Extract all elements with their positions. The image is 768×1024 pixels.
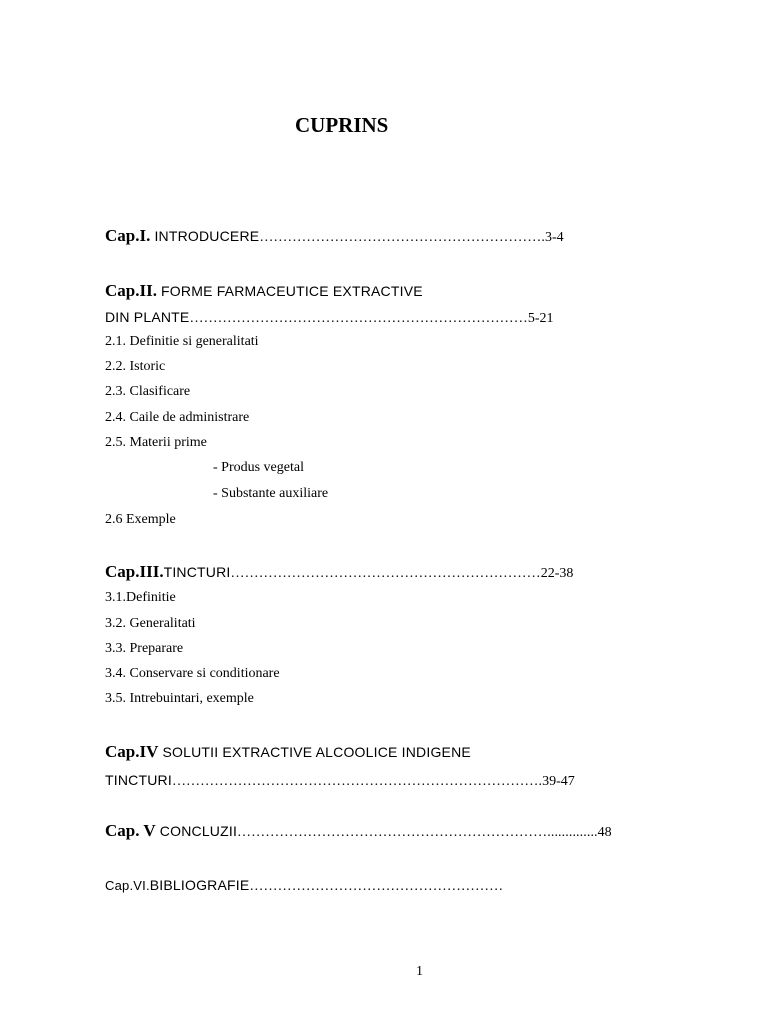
cap2-label: FORME FARMACEUTICE EXTRACTIVE [156, 283, 423, 299]
toc-subitem: - Substante auxiliare [213, 486, 329, 501]
toc-item: 2.1. Definitie si generalitati [105, 334, 259, 349]
toc-entry-cap4 [105, 743, 471, 761]
toc-item: 3.1.Definitie [105, 590, 176, 605]
toc-item: 3.4. Conservare si conditionare [105, 666, 280, 681]
cap3-dots: ………………………………………………………… [230, 566, 541, 581]
cap6-label: BIBLIOGRAFIE [149, 877, 250, 893]
cap2-pages: 5-21 [527, 311, 554, 326]
toc-item: 3.5. Intrebuintari, exemple [105, 691, 254, 706]
toc-item: 2.5. Materii prime [105, 435, 207, 450]
toc-item: 3.2. Generalitati [105, 616, 196, 631]
cap1-dots: ……………………………………………………. [259, 230, 545, 245]
toc-subitem: - Produs vegetal [213, 460, 304, 475]
toc-item: 2.3. Clasificare [105, 384, 191, 399]
page-number: 1 [416, 964, 423, 979]
toc-entry-cap4-line2 [105, 773, 575, 789]
toc-item: 2.4. Caile de administrare [105, 410, 250, 425]
cap1-prefix: Cap.I. [105, 226, 151, 245]
cap4-pages: 39-47 [542, 774, 575, 789]
cap4-dots: ……………………………………………………………………. [171, 774, 543, 789]
cap4-prefix: Cap.IV [105, 742, 159, 761]
cap3-label: TINCTURI [163, 564, 231, 580]
cap5-label: CONCLUZII [155, 823, 238, 839]
cap1-pages: 3-4 [544, 230, 564, 245]
toc-item: 3.3. Preparare [105, 641, 184, 656]
cap6-dots: ……………………………………………… [249, 879, 504, 894]
cap5-dots: ………………………………………………………….............. [237, 825, 598, 840]
cap5-prefix: Cap. V [105, 821, 156, 840]
cap2-prefix: Cap.II. [105, 281, 157, 300]
cap4-label: SOLUTII EXTRACTIVE ALCOOLICE INDIGENE [158, 744, 471, 760]
cap2-dots: ……………………………………………………………… [189, 311, 528, 326]
cap4-label2: TINCTURI [105, 772, 172, 788]
toc-entry-cap5 [105, 822, 612, 840]
cap3-prefix: Cap.III. [105, 562, 164, 581]
toc-item: 2.2. Istoric [105, 359, 166, 374]
cap1-label: INTRODUCERE [150, 228, 260, 244]
toc-entry-cap2-line2 [105, 310, 554, 326]
cap5-pages: 48 [597, 825, 612, 840]
toc-item: 2.6 Exemple [105, 512, 176, 527]
cap3-pages: 22-38 [540, 566, 574, 581]
cap6-prefix: Cap.VI. [105, 878, 150, 893]
cap2-label2: DIN PLANTE [105, 309, 190, 325]
toc-entry-cap2 [105, 282, 423, 300]
toc-entry-cap1 [105, 227, 564, 245]
toc-entry-cap3 [105, 563, 573, 581]
toc-entry-cap6 [105, 878, 503, 894]
page-title: CUPRINS [295, 113, 389, 137]
